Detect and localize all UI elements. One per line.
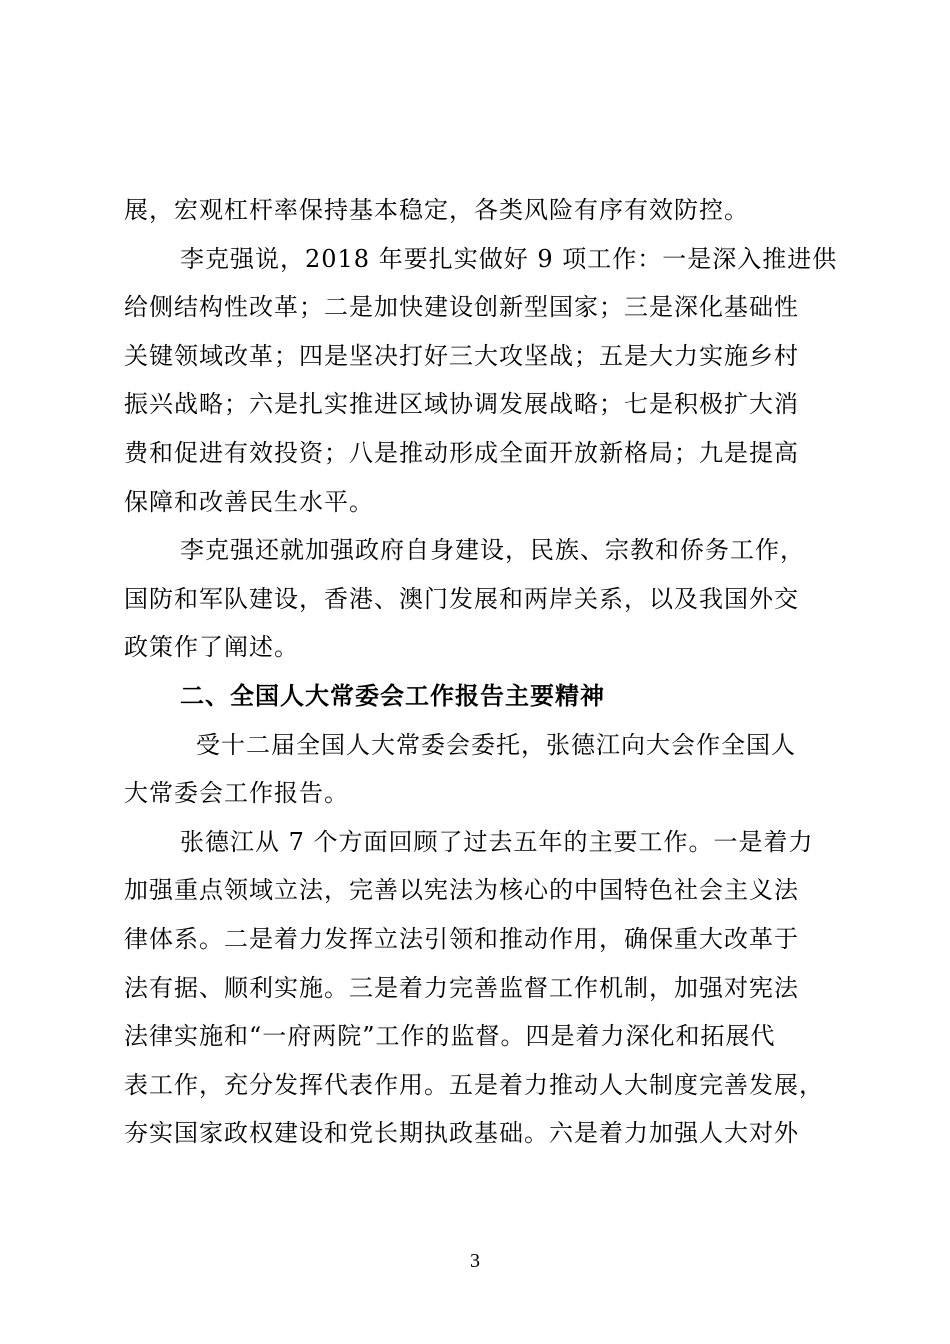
- text-line: 给侧结构性改革；二是加快建设创新型国家；三是深化基础性: [124, 293, 799, 322]
- text-line: 表工作，充分发挥代表作用。五是着力推动人大制度完善发展，: [124, 1070, 824, 1099]
- text-line: 保障和改善民生水平。: [124, 487, 374, 516]
- text-line: 展，宏观杠杆率保持基本稳定，各类风险有序有效防控。: [124, 196, 749, 224]
- text-line: 国防和军队建设，香港、澳门发展和两岸关系，以及我国外交: [124, 584, 799, 613]
- text-line: 律体系。二是着力发挥立法引领和推动作用，确保重大改革于: [124, 924, 799, 953]
- text-line: 关键领域改革；四是坚决打好三大攻坚战；五是大力实施乡村: [124, 341, 799, 370]
- text-line: 费和促进有效投资；八是推动形成全面开放新格局；九是提高: [124, 438, 799, 467]
- text-line: 法有据、顺利实施。三是着力完善监督工作机制，加强对宪法: [124, 973, 799, 1002]
- text-line: 夯实国家政权建设和党长期执政基础。六是着力加强人大对外: [124, 1119, 799, 1148]
- text-line: 张德江从 7 个方面回顾了过去五年的主要工作。一是着力: [180, 827, 814, 856]
- text-line: 振兴战略；六是扎实推进区域协调发展战略；七是积极扩大消: [124, 390, 799, 419]
- page-number: 3: [470, 1250, 480, 1272]
- text-line: 大常委会工作报告。: [124, 779, 349, 808]
- section-heading: 二、全国人大常委会工作报告主要精神: [180, 681, 605, 710]
- text-line: 李克强还就加强政府自身建设，民族、宗教和侨务工作，: [180, 536, 805, 565]
- text-line: 政策作了阐述。: [124, 633, 299, 662]
- document-body: [124, 186, 838, 1158]
- text-line: 加强重点领域立法，完善以宪法为核心的中国特色社会主义法: [124, 876, 799, 905]
- text-line: 法律实施和“一府两院”工作的监督。四是着力深化和拓展代: [124, 1022, 776, 1051]
- text-line: 受十二届全国人大常委会委托，张德江向大会作全国人: [196, 730, 796, 759]
- text-line: 李克强说，2018 年要扎实做好 9 项工作：一是深入推进供: [180, 244, 838, 273]
